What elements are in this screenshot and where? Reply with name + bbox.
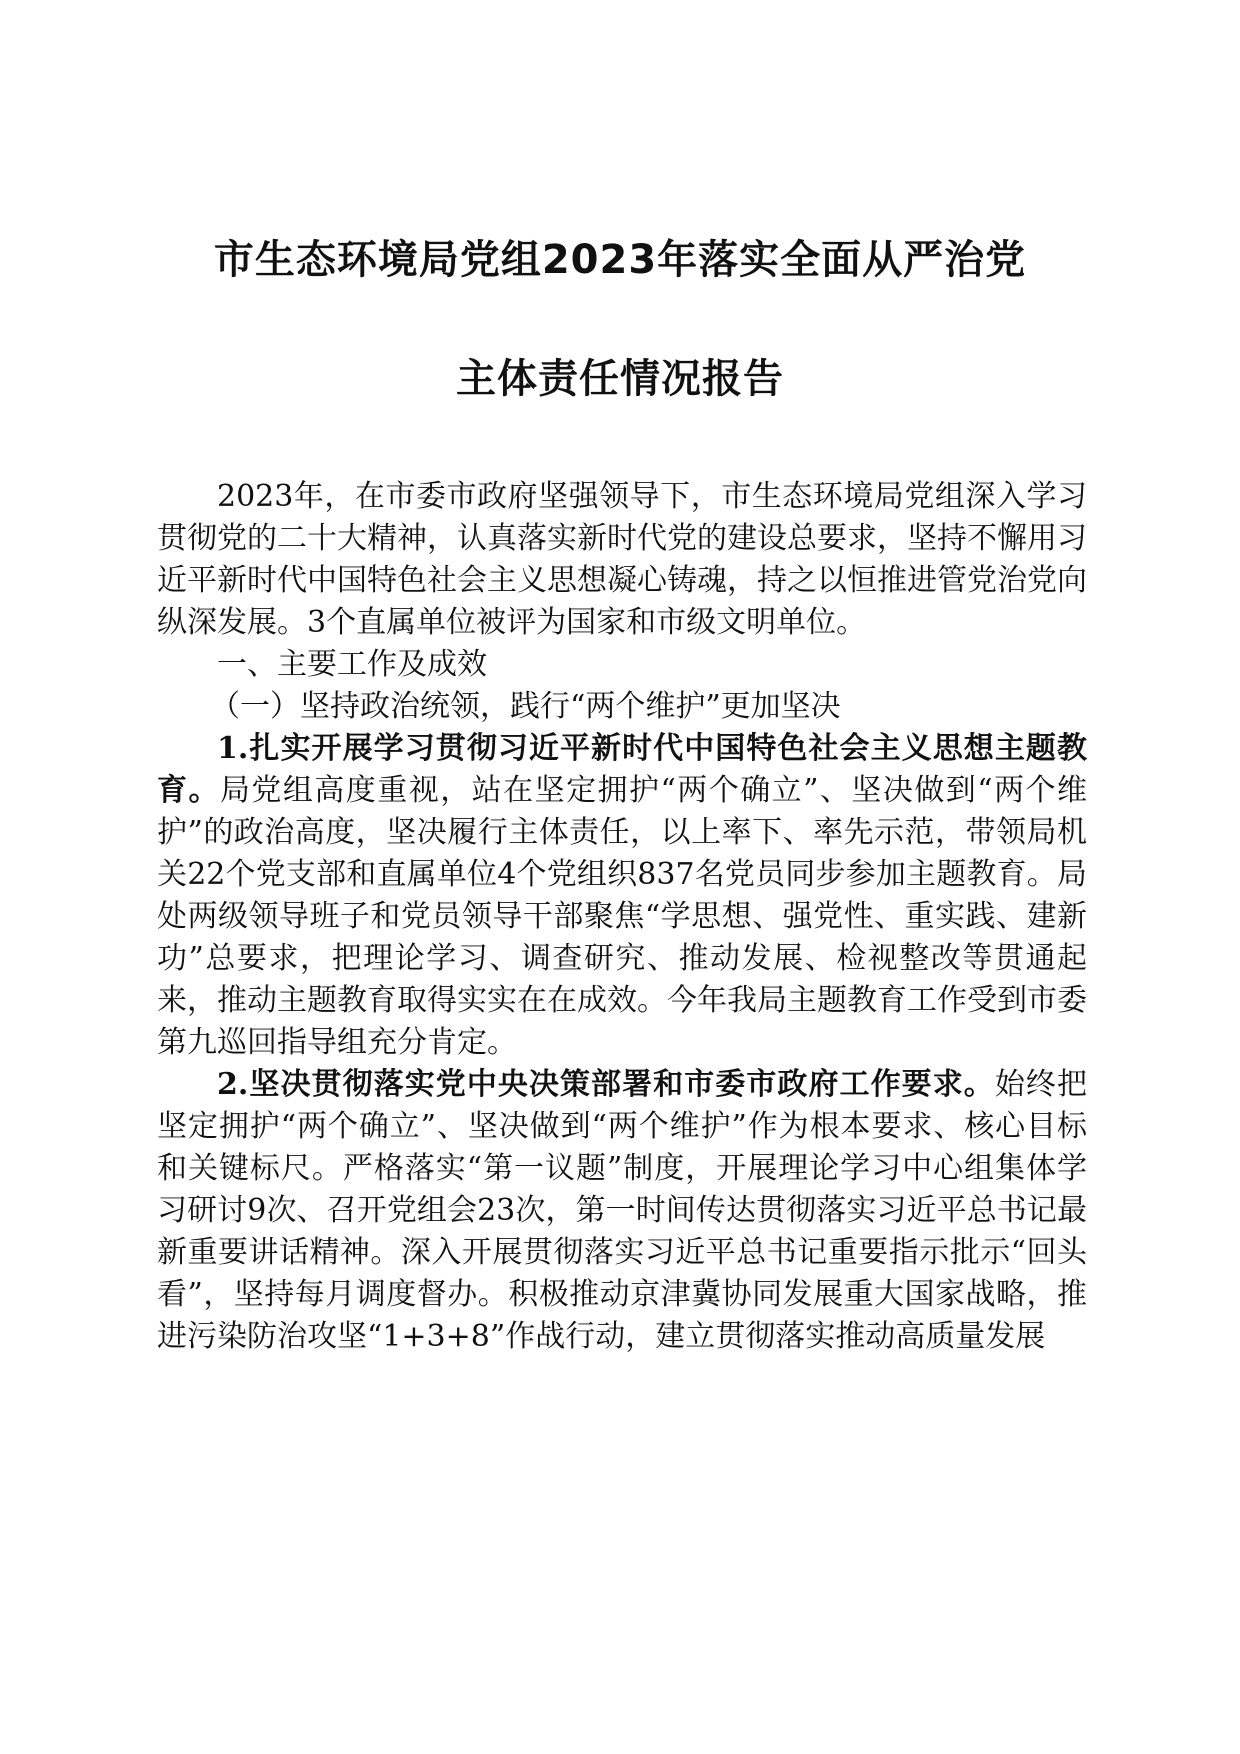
item-2-paragraph (157, 1064, 1087, 1358)
item-2-lead: 2.坚决贯彻落实党中央决策部署和市委市政府工作要求。 (217, 1067, 995, 1102)
document-title-line2: 主体责任情况报告 (456, 356, 784, 402)
document-body (157, 476, 1087, 1358)
document-title-line1: 市生态环境局党组2023年落实全面从严治党 (213, 237, 1027, 283)
item-1-body: 局党组高度重视，站在坚定拥护“两个确立”、坚决做到“两个维护”的政治高度，坚决履行主体责任，以上率下、率先示范，带领局机关22个党支部和直属单位4个党组织837名党员同步参加主题教育。局处两级领导班子和党员领导干部聚焦“学思想、强党性、重实践、建新功”总要求，把理论学习、调查研究、推动发展、检视整改等贯通起来，推动主题教育取得实实在在成效。今年我局主题教育工作受到市委第九巡回指导组充分肯定。 (157, 773, 1087, 1060)
item-1-paragraph (157, 728, 1087, 1064)
item-1-lead: 1.扎实开展学习贯彻习近平新时代中国特色社会主义思想主题教育。 (157, 731, 1087, 808)
subsection-heading-1: （一）坚持政治统领，践行“两个维护”更加坚决 (210, 689, 841, 724)
item-2-body: 始终把坚定拥护“两个确立”、坚决做到“两个维护”作为根本要求、核心目标和关键标尺。严格落实“第一议题”制度，开展理论学习中心组集体学习研讨9次、召开党组会23次，第一时间传达贯彻落实习近平总书记最新重要讲话精神。深入开展贯彻落实习近平总书记重要指示批示“回头看”，坚持每月调度督办。积极推动京津冀协同发展重大国家战略，推进污染防治攻坚“1+3+8”作战行动，建立贯彻落实推动高质量发展 (157, 1067, 1087, 1354)
section-heading-1: 一、主要工作及成效 (217, 647, 487, 682)
intro-paragraph: 2023年，在市委市政府坚强领导下，市生态环境局党组深入学习贯彻党的二十大精神，认真落实新时代党的建设总要求，坚持不懈用习近平新时代中国特色社会主义思想凝心铸魂，持之以恒推进管党治党向纵深发展。3个直属单位被评为国家和市级文明单位。 (157, 479, 1087, 640)
